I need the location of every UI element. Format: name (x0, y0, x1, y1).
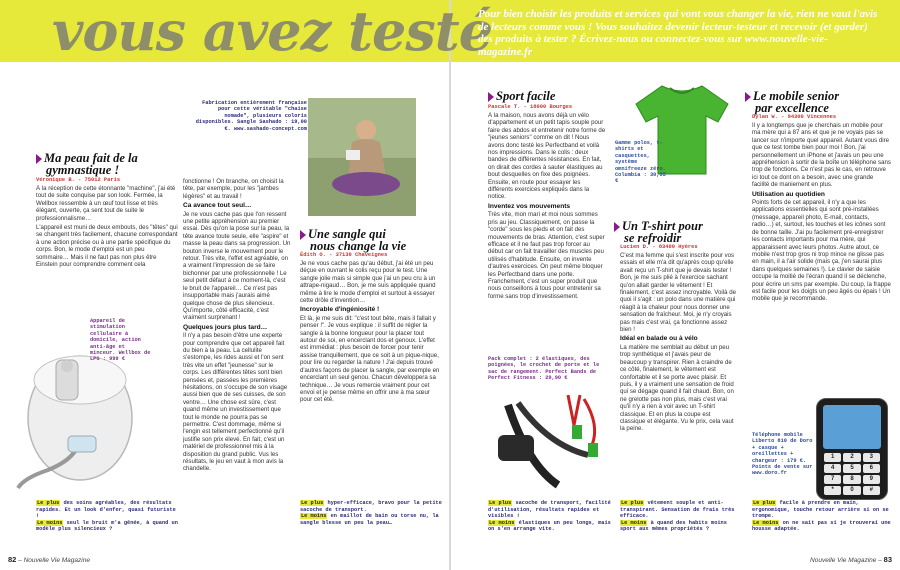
phone-key: 5 (843, 464, 860, 473)
gym-column-1 (36, 185, 178, 295)
subheading: Inventez vos mouvements (488, 202, 571, 210)
phone-key: 2 (843, 453, 860, 462)
gym-verdict: Le plus des soins agréables, des résultats rapides. Et un look d'enfer, quasi futuriste ! Le moins seul le bruit m'a gênée, à quand un modèle plus silencieux ? (36, 500, 178, 533)
paragraph: Je ne vous cache pas qu'au début, j'ai été un peu déçue en ouvrant le colis reçu pour le test. Une sangle jolie mais si simple que j'ai un peu cru à un attrape-nigaud… Bon, je me suis appliquée quand même à lire le mode d'emploi et surtout à essayer cette drôle d'invention… (300, 260, 436, 305)
page-gutter (449, 0, 451, 570)
paragraph: Je ne vous cache pas que l'on ressent une petite appréhension au premier essai. Dès qu'on la pose sur la peau, la tête avance toute seule, elle "aspire" et masse la peau dans sa progression. Un bouton inverse le mouvement pour le retour. Très vite, l'effet est agréable, on a vraiment l'impression de se faire bichonner par une professionnelle ! Le seul petit défaut à ce moment-là, c'est le bruit de l'appareil… Ce n'est pas insupportable mais j'aurais aimé quelque chose de plus silencieux. Qu'importe, côté efficacité, c'est vraiment surprenant ! (183, 210, 291, 322)
subheading: Utilisation au quotidien (752, 190, 825, 198)
phone-keypad (824, 453, 880, 495)
paragraph: Il n'y a pas besoin d'être une experte pour comprendre que cet appareil fait du bien à la peau. La cellulite s'estompe, les rides aussi et l'on sent très vite un effet "jeunesse" sur le corps. Les différentes têtes sont bien pensées et, passées les premières hésitations, on s'occupe de son visage aussi bien que de ses cuisses, de son ventre… Une chose est sûre, c'est quand même un investissement que tout le monde ne pourra pas se permettre. C'est dommage, même si l'engin est tellement perfectionné qu'il justifie son prix élevé. En fait, c'est un matériel de professionnel mis à la disposition du grand public. Vus les résultats, le jeu en vaut à mon avis la chandelle. (183, 332, 288, 473)
sangle-caption: Fabrication entièrement française pour cette véritable "chaise nomade", plusieurs coloris disponibles. Sangle Sashado : 19,00 €. www.sashado-concept.com (195, 100, 307, 132)
phone-key: 1 (824, 453, 841, 462)
doro-caption: Téléphone mobile Liberto 810 de Doro + casque + oreillettes + chargeur : 179 €. Points de vente sur www.doro.fr (752, 432, 813, 477)
mobile-verdict: Le plus facile à prendre en main, ergonomique, touche retour arrière si on se trompe. Le moins on ne sait pas si je trouverai une housse adaptée. (752, 500, 891, 533)
sport-verdict: Le plus sacoche de transport, facilité d'utilisation, résultats rapides et visibles ! Le moins élastiques un peu longs, mais on s'en arrange vite. (488, 500, 611, 533)
sangle-photo (308, 98, 416, 216)
tshirt-verdict: Le plus vêtement souple et anti-transpirant. Sensation de frais très efficace. Le moins à quand des habits moins sport aux mêmes propriétés ? (620, 500, 735, 533)
mobile-title: Le mobile senior par excellence (745, 90, 895, 114)
headline: vous avez testé (52, 0, 493, 63)
perfectband-caption: Pack complet : 2 élastiques, des poignées, le crochet de porte et le sac de rangement. Perfect Bands de Perfect Fitness : 29,90 € (488, 356, 600, 382)
paragraph: C'est ma femme qui s'est inscrite pour vos essais et elle m'a dit qu'après coup qu'elle avait reçu un T-shirt que je devais tester ! Bon, je me suis plié à l'exercice sachant qu'on allait garder le vêtement ! Et finalement, c'est assez incroyable. Voilà de quoi il s'agit : un polo dans une matière qui réagit à la chaleur pour nous donner une sensation de fraîcheur. Moi, je n'y croyais pas mais c'est vrai, ça fonctionne assez bien ! (620, 252, 736, 334)
perfectband-image (488, 385, 610, 500)
triangle-bullet-icon (488, 92, 494, 102)
phone-key: # (863, 486, 880, 495)
phone-key: * (824, 486, 841, 495)
wellbox-caption: Appareil de stimulation cellulaire à domicile, action anti-âge et minceur. Wellbox de LPG : 999 € (90, 318, 151, 363)
intro-text: Pour bien choisir les produits et services qui vont vous changer la vie, rien ne vaut l'avis de lecteurs comme vous ! Vous souhaitez devenir lecteur-testeur et recevoir (et garder) des produits à tester ? Écrivez-nous ou connectez-vous sur www.nouvelle-vie-magazine.fr (478, 8, 878, 58)
phone-image (816, 398, 888, 500)
paragraph: La matière me semblait au début un peu trop synthétique et j'avais peur de beaucoup y transpirer. Rien à craindre de ce côté, finalement, le vêtement est confortable et il se porte avec plaisir. Et puis, il y a vraiment une sensation de froid qui se dégage quand il fait chaud. Bon, on ne grelotte pas non plus, mais c'est vrai qu'il n'y a rien à voir avec un T-shirt classique. Et en plus la coupe est classique et élégante. Vu le prix, cela vaut la peine. (620, 343, 734, 433)
folio-right: Nouvelle Vie Magazine – 83 (810, 555, 892, 564)
paragraph: Et là, je me suis dit: "c'est tout bête, mais il fallait y penser !". Je vous explique : il suffit de régler la sangle à la bonne longueur pour la placer tout autour de soi, en encerclant dos et genoux. L'effet est immédiat : plus besoin de forcer pour tenir assise tranquillement, que ce soit à un pique-nique, pour lire ou regarder la nature ! J'ai depuis trouvé d'autres façons de placer la sangle, par exemple en encerclant un seul genou. Chacun développera sa technique… Je vous remercie vraiment pour cet envoi et je pense même en offrir une à ma sœur pour cet été. (300, 314, 440, 404)
gym-column-2 (183, 178, 291, 528)
tshirt-byline: Lucien D. - 83400 Hyères (620, 244, 698, 250)
paragraph: À la réception de cette étonnante "machine", j'ai été tout de suite conquise par son look. Fermée, la Wellbox ressemble à un œuf tout lisse et très élégant, ouverte, ça sent tout de suite le professionnalisme… (36, 185, 176, 222)
phone-screen (823, 405, 881, 449)
folio-left: 82 – Nouvelle Vie Magazine (8, 555, 90, 564)
gym-byline: Véronique B. - 75012 Paris (36, 177, 121, 183)
paragraph: À la maison, nous avons déjà un vélo d'appartement et un petit tapis souple pour faire des abdos et entretenir notre forme de "jeunes seniors" comme on dit ! Nous avons donc testé les Perfectband et voilà nos impressions. Dans le colis : deux bandes de différentes résistances. En fait, on dirait des cordes à sauter élastiques au bout desquelles on fixe des poignées. Ensuite, en route pour essayer les différents exercices expliqués dans la notice. (488, 112, 606, 201)
phone-key: 4 (824, 464, 841, 473)
sport-byline: Pascale T. - 18000 Bourges (488, 104, 573, 110)
gym-title: Ma peau fait de la gymnastique ! (36, 152, 186, 176)
tshirt-body (620, 252, 736, 497)
phone-key: 0 (843, 486, 860, 495)
tshirt-caption: Gamme polos, t-shirts et casquettes, système omnifreeze zéro. Columbia : 30,95 € (615, 140, 666, 185)
mobile-byline: Dylan W. - 94300 Vincennes (752, 114, 837, 120)
phone-key: 8 (843, 475, 860, 484)
tshirt-title: Un T-shirt pour se refroidir (614, 220, 744, 244)
sangle-body (300, 260, 440, 495)
subheading: Ca avance tout seul… (183, 202, 252, 210)
phone-key: 6 (863, 464, 880, 473)
subheading: Incroyable d'ingéniosité ! (300, 306, 380, 314)
paragraph: L'appareil est muni de deux embouts, des "têtes" qui se changent très facilement, chacune correspondant à une action précise ou à une partie spécifique du corps. Bon, le mode d'emploi est un peu sommaire… Mais il ne faut pas non plus être Einstein pour comprendre comment cela (36, 224, 178, 269)
paragraph: fonctionne ! On branche, on choisit la tête, par exemple, pour les "jambes légères" et au travail ! (183, 178, 284, 200)
subheading: Quelques jours plus tard… (183, 323, 268, 331)
sangle-byline: Édith O. - 37130 Chaveignes (300, 252, 388, 258)
paragraph: Il y a longtemps que je cherchais un mobile pour ma mère qui a 87 ans et que je ne voyais pas se lancer sur n'importe quel appareil. Autant vous dire que ce test tombe bien pour moi ! Bon, j'ai personnellement un iPhone et j'avais un peu une appréhension à sortir de la boîte un téléphone sans trop de fonctions. Ce n'est pas le cas, en retrouve ici tout ce dont on a besoin, avec une grande facilité de maniement en plus. (752, 122, 891, 189)
phone-key: 7 (824, 475, 841, 484)
sangle-verdict: Le plus hyper-efficace, bravo pour la petite sacoche de transport. Le moins en maillot de bain ou torse nu, la sangle blesse un peu la peau… (300, 500, 442, 526)
sangle-title: Une sangle qui nous change la vie (300, 228, 440, 252)
phone-key: 3 (863, 453, 880, 462)
sport-title: Sport facile (488, 90, 618, 102)
paragraph: Très vite, mon mari et moi nous sommes pris au jeu. Classiquement, on passe la "corde" sous les pieds et on fait des mouvements de bras. Attention, c'est super efficace et il ne faut pas trop forcer au début car on fait travailler des muscles peu utilisés d'habitude. Ensuite, on invente d'autres exercices. On peut même bloquer les Perfectband dans une porte. Franchement, c'est un super produit que nous conseillons à tous pour entretenir sa forme sans trop d'investissement. (488, 211, 605, 300)
paragraph: Points forts de cet appareil, il n'y a que les applications essentielles qui sont pré-installées (message, appareil photo, E-mail, contacts, radio…) et, surtout, les touches et les icônes sont de bonne taille. J'ai pu facilement pré-enregistrer les contacts importants pour ma mère, qui apparaissent avec leurs photos. Autre atout, ce mobile n'est trop gros ni trop mince ne glisse pas en main, il a l'air solide (mais ça, j'en saurai plus dans quelques semaines !). Le clavier de saisie occupe la moitié de l'écran quand il se déclenche, pour écrire un sms par exemple. Du coup, la frappe est facile pour les doigts un peu âgés ou épais ! Un mobile que je recommande. (752, 199, 891, 303)
mobile-body (752, 122, 892, 395)
subheading: Idéal en balade ou à vélo (620, 335, 698, 343)
phone-key: 9 (863, 475, 880, 484)
sport-body (488, 112, 606, 350)
